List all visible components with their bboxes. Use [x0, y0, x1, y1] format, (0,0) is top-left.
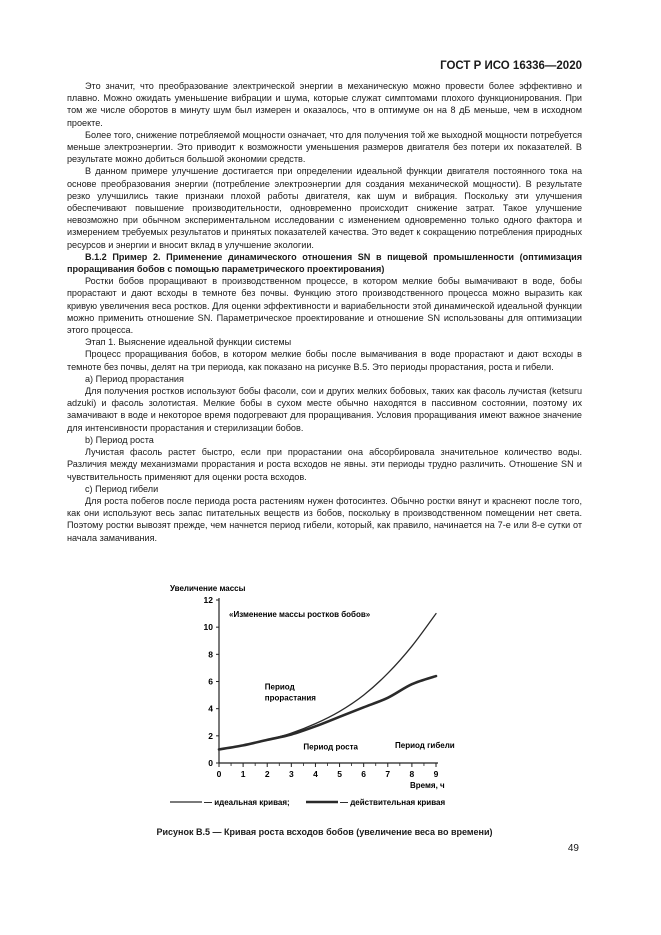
legend-label: — действительная кривая: [340, 798, 446, 807]
chart-annotation: Период гибели: [395, 741, 455, 751]
y-tick-label: 12: [203, 595, 213, 605]
paragraph: Это значит, что преобразование электрической энергии в механическую можно провести более эффективно и плавно. Можно ожидать уменьшение вибрации и шума, которые служат симптомами плохого функционирования. При том же числе оборотов в минуту шум был измерен и оказалось, что в оптимуме он на 8 дБ меньше, чем в исходном проекте.: [67, 81, 582, 128]
y-tick-label: 4: [208, 703, 213, 714]
paragraph: b) Период роста: [85, 434, 154, 445]
y-tick-label: 6: [208, 676, 213, 687]
y-axis-label: Увеличение массы: [170, 584, 246, 593]
paragraph: Более того, снижение потребляемой мощности означает, что для получения той же выходной мощности потребуется меньше электроэнергии. Это приводит к возможности уменьшения размеров двигателя без потери их показателей. В результате можно добиться большой экономии средств.: [67, 129, 582, 165]
y-tick-label: 0: [208, 758, 213, 768]
paragraph: c) Период гибели: [85, 483, 159, 494]
x-tick-label: 8: [409, 769, 415, 779]
growth-curve-chart: [0, 570, 661, 860]
chart-lines: [219, 614, 436, 750]
page-number: 49: [567, 843, 579, 854]
series-ideal-line: [219, 614, 436, 750]
legend-label: — идеальная кривая;: [204, 798, 290, 807]
chart-annotations: [265, 683, 455, 752]
x-tick-label: 2: [264, 769, 270, 779]
annotation-line: прорастания: [264, 693, 316, 703]
paragraph: Этап 1. Выяснение идеальной функции системы: [85, 337, 292, 348]
chart-axes: [219, 598, 438, 763]
figure-b5: [0, 570, 661, 860]
chart-legend: [170, 798, 445, 807]
x-tick-label: 9: [433, 769, 439, 779]
x-tick-label: 7: [385, 769, 391, 779]
paragraph: a) Период прорастания: [85, 373, 184, 384]
paragraph: Лучистая фасоль растет быстро, если при прорастании она абсорбировала значительное количество воды. Различия между механизмами прорастания и роста всходов не явны. эти периоды трудно различить. Отношение SN и чувствительность применяют для оценки роста всходов.: [67, 447, 582, 482]
y-tick-label: 8: [208, 649, 213, 660]
paragraph: В данном примере улучшение достигается при определении идеальной функции двигателя постоянного тока на основе преобразования энергии (потребление электроэнергии для создания механической мощности). В результате резко улучшились такие признаки плохой работы двигателя, как шум и вибрация. Поскольку эти улучшения обеспечивают повышение производительности, одновременно происходит снижение затрат. Такое улучшение невозможно при обычном экспериментальном исследовании с изменением одновременно только одного фактора и измерением требуемых результатов и принятых показателей качества. Это ведет к сокращению потребления природных ресурсов и энергии и вносит вклад в улучшение экологии.: [67, 166, 582, 250]
x-tick-label: 1: [240, 769, 246, 779]
annotation-line: Период: [264, 682, 295, 692]
document-header: ГОСТ Р ИСО 16336—2020: [440, 60, 582, 72]
y-tick-label: 10: [203, 622, 213, 633]
chart-annotation: Период роста: [303, 742, 358, 752]
x-tick-label: 4: [313, 769, 318, 779]
paragraph: Для роста побегов после периода роста растениям нужен фотосинтез. Обычно ростки вянут и краснеют после того, как они используют весь запас питательных веществ из бобов, поскольку в производственном помещении нет света. Поэтому ростки вывозят прежде, чем начнется период гибели, который, как правило, начинается на 7-е или 8-е сутки от начала замачивания.: [67, 495, 582, 543]
body-text: [67, 80, 582, 544]
x-tick-label: 5: [337, 769, 342, 779]
paragraph: Ростки бобов проращивают в производственном процессе, в котором мелкие бобы вымачивают в воде, бобы прорастают и дают всходы в темноте без почвы. Функцию этого производственного процесса можно выразить как кривую увеличения веса ростков. Для оценки эффективности и вариабельности этой динамической идеальной функции можно применить отношение SN. Параметрическое проектирование и отношение SN использованы для оптимизации этого процесса.: [67, 276, 582, 336]
x-tick-label: 6: [361, 769, 367, 779]
y-tick-label: 2: [208, 730, 213, 741]
figure-caption: Рисунок В.5 — Кривая роста всходов бобов (увеличение веса во времени): [156, 827, 493, 837]
paragraph: Для получения ростков используют бобы фасоли, сои и других мелких бобовых, таких как фасоль лучистая (ketsuru adzuki) и фасоль золотистая. Мелкие бобы в сухом месте обычно находятся в пассивном состоянии, поэтому их замачивают в воде и некоторое время подогревают для проращивания. Условия проращивания имеют важное значение для интенсивности прорастания и стерилизации бобов.: [67, 386, 582, 433]
x-axis-label: Время, ч: [410, 781, 445, 790]
paragraph: Процесс проращивания бобов, в котором мелкие бобы после вымачивания в воде прорастают и дают всходы в темноте без почвы, делят на три периода, как показано на рисунке В.5. Это периоды прорастания, роста и гибели.: [67, 349, 582, 372]
paragraph: В.1.2 Пример 2. Применение динамического отношения SN в пищевой промышленности (оптимизация проращивания бобов с помощью параметрического проектирования): [67, 251, 582, 275]
series-actual-line: [219, 676, 436, 752]
chart-annotation: [265, 683, 317, 703]
x-tick-label: 3: [288, 769, 294, 779]
chart-title: «Изменение массы ростков бобов»: [229, 610, 371, 619]
x-tick-label: 0: [216, 769, 222, 779]
